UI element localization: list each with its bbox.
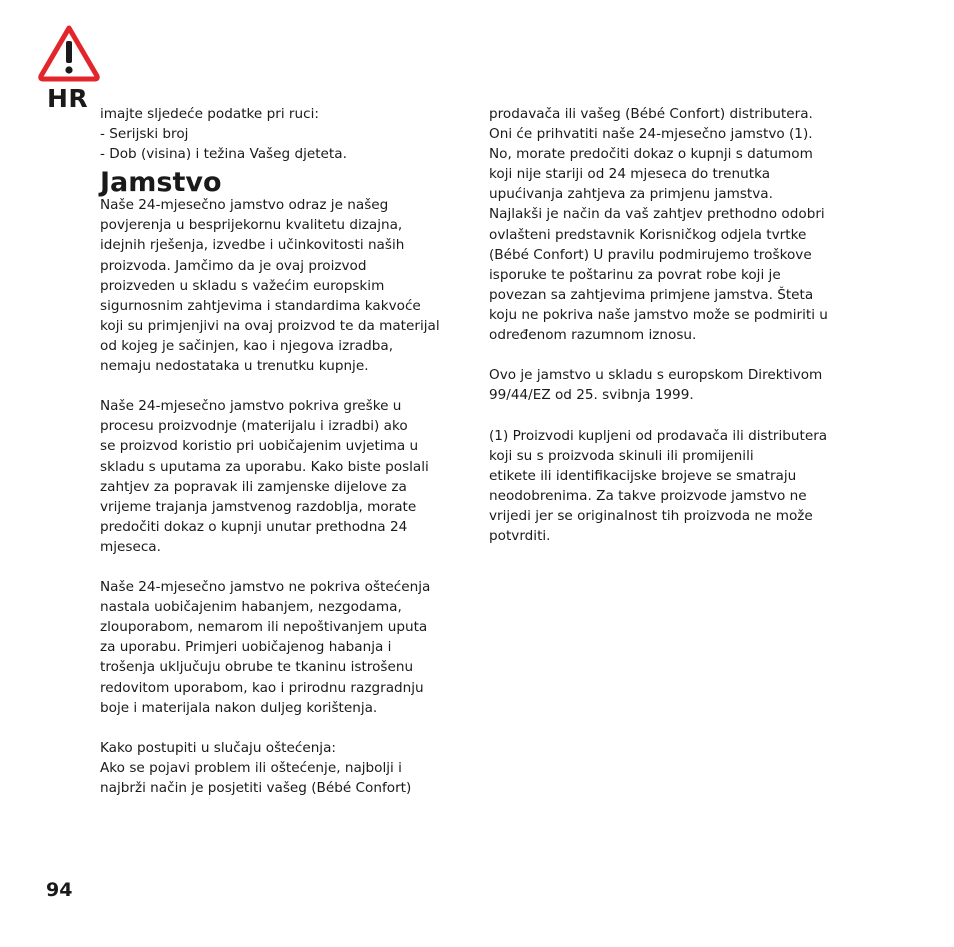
text-line: predočiti dokaz o kupnji unutar prethodna 24 bbox=[100, 518, 408, 535]
text-line: procesu proizvodnje (materijalu i izradbi) ako bbox=[100, 418, 408, 435]
text-line: koju ne pokriva naše jamstvo može se podmiriti u bbox=[489, 306, 828, 323]
text-line: - Serijski broj bbox=[100, 126, 189, 143]
paragraph bbox=[100, 396, 460, 557]
text-line: 99/44/EZ od 25. svibnja 1999. bbox=[489, 387, 694, 404]
text-line: idejnih rješenja, izvedbe i učinkovitosti naših bbox=[100, 237, 405, 254]
text-line: proizveden u skladu s važećim europskim bbox=[100, 277, 385, 294]
text-line: imajte sljedeće podatke pri ruci: bbox=[100, 106, 319, 122]
paragraph bbox=[489, 426, 849, 547]
text-line: sigurnosnim zahtjevima i standardima kakvoće bbox=[100, 297, 421, 314]
text-line: Oni će prihvatiti naše 24-mjesečno jamstvo (1). bbox=[489, 126, 813, 143]
text-line: upućivanja zahtjeva za primjenu jamstva. bbox=[489, 186, 773, 203]
paragraph-spacer bbox=[489, 405, 849, 425]
text-line: određenom razumnom iznosu. bbox=[489, 327, 697, 344]
text-line: (1) Proizvodi kupljeni od prodavača ili distributera bbox=[489, 427, 828, 444]
text-line: trošenja uključuju obrube te tkaninu istrošenu bbox=[100, 659, 414, 676]
text-line: isporuke te poštarinu za povrat robe koji je bbox=[489, 266, 781, 283]
text-line: Naše 24-mjesečno jamstvo pokriva greške u bbox=[100, 398, 402, 415]
text-line: povezan sa zahtjevima primjene jamstva. Šteta bbox=[489, 286, 814, 303]
text-line: zlouporabom, nemarom ili nepoštivanjem uputa bbox=[100, 619, 428, 636]
text-line: mjeseca. bbox=[100, 538, 161, 555]
text-line: najbrži način je posjetiti vašeg (Bébé Confort) bbox=[100, 780, 412, 796]
text-line: se proizvod koristio pri uobičajenim uvjetima u bbox=[100, 438, 419, 455]
paragraph bbox=[489, 104, 849, 345]
text-line: neodobrenima. Za takve proizvode jamstvo ne bbox=[489, 487, 807, 504]
text-line: Ako se pojavi problem ili oštećenje, najbolji i bbox=[100, 759, 402, 776]
text-line: Kako postupiti u slučaju oštećenja: bbox=[100, 739, 336, 756]
text-line: etikete ili identifikacijske brojeve se smatraju bbox=[489, 467, 797, 484]
section-heading: Jamstvo bbox=[100, 167, 222, 199]
text-line: nastala uobičajenim habanjem, nezgodama, bbox=[100, 599, 402, 616]
text-line: Naše 24-mjesečno jamstvo odraz je našeg bbox=[100, 197, 389, 214]
text-line: prodavača ili vašeg (Bébé Confort) distributera. bbox=[489, 106, 813, 122]
warning-triangle-icon bbox=[37, 24, 101, 82]
text-line: Ovo je jamstvo u skladu s europskom Direktivom bbox=[489, 367, 823, 384]
text-line: od kojeg je sačinjen, kao i njegova izradba, bbox=[100, 337, 394, 354]
text-line: - Dob (visina) i težina Vašeg djeteta. bbox=[100, 146, 347, 163]
text-line: Naše 24-mjesečno jamstvo ne pokriva oštećenja bbox=[100, 579, 431, 596]
text-line: vrijedi jer se originalnost tih proizvoda ne može bbox=[489, 507, 813, 524]
text-line: nemaju nedostataka u trenutku kupnje. bbox=[100, 358, 369, 375]
right-column bbox=[489, 104, 849, 546]
left-column bbox=[100, 104, 460, 798]
text-line: (Bébé Confort) U pravilu podmirujemo troškove bbox=[489, 246, 812, 263]
text-line: ovlašteni predstavnik Korisničkog odjela tvrtke bbox=[489, 226, 807, 243]
text-line: boje i materijala nakon duljeg korištenja. bbox=[100, 699, 378, 716]
paragraph bbox=[100, 577, 460, 718]
text-line: zahtjev za popravak ili zamjenske dijelove za bbox=[100, 478, 407, 495]
text-line: vrijeme trajanja jamstvenog razdoblja, morate bbox=[100, 498, 417, 515]
language-code: HR bbox=[47, 84, 89, 113]
paragraph-spacer bbox=[489, 345, 849, 365]
paragraph-spacer bbox=[100, 376, 460, 396]
text-line: proizvoda. Jamčimo da je ovaj proizvod bbox=[100, 257, 367, 274]
paragraph-spacer bbox=[100, 718, 460, 738]
text-line: potvrditi. bbox=[489, 527, 551, 544]
text-line: za uporabu. Primjeri uobičajenog habanja i bbox=[100, 639, 392, 656]
text-line: skladu s uputama za uporabu. Kako biste poslali bbox=[100, 458, 429, 475]
page-number: 94 bbox=[46, 879, 73, 901]
intro-block bbox=[100, 104, 460, 164]
text-line: koji nije stariji od 24 mjeseca do trenutka bbox=[489, 166, 771, 183]
text-line: povjerenja u besprijekornu kvalitetu dizajna, bbox=[100, 217, 403, 234]
paragraph-spacer bbox=[100, 557, 460, 577]
text-line: koji su primjenjivi na ovaj proizvod te da materijal bbox=[100, 317, 440, 334]
paragraph bbox=[100, 738, 460, 798]
text-line: No, morate predočiti dokaz o kupnji s datumom bbox=[489, 146, 813, 163]
paragraph bbox=[489, 365, 849, 405]
paragraph bbox=[100, 195, 460, 376]
text-line: Najlakši je način da vaš zahtjev prethodno odobri bbox=[489, 206, 825, 223]
text-line: redovitom uporabom, kao i prirodnu razgradnju bbox=[100, 679, 424, 696]
text-line: koji su s proizvoda skinuli ili promijenili bbox=[489, 447, 754, 464]
